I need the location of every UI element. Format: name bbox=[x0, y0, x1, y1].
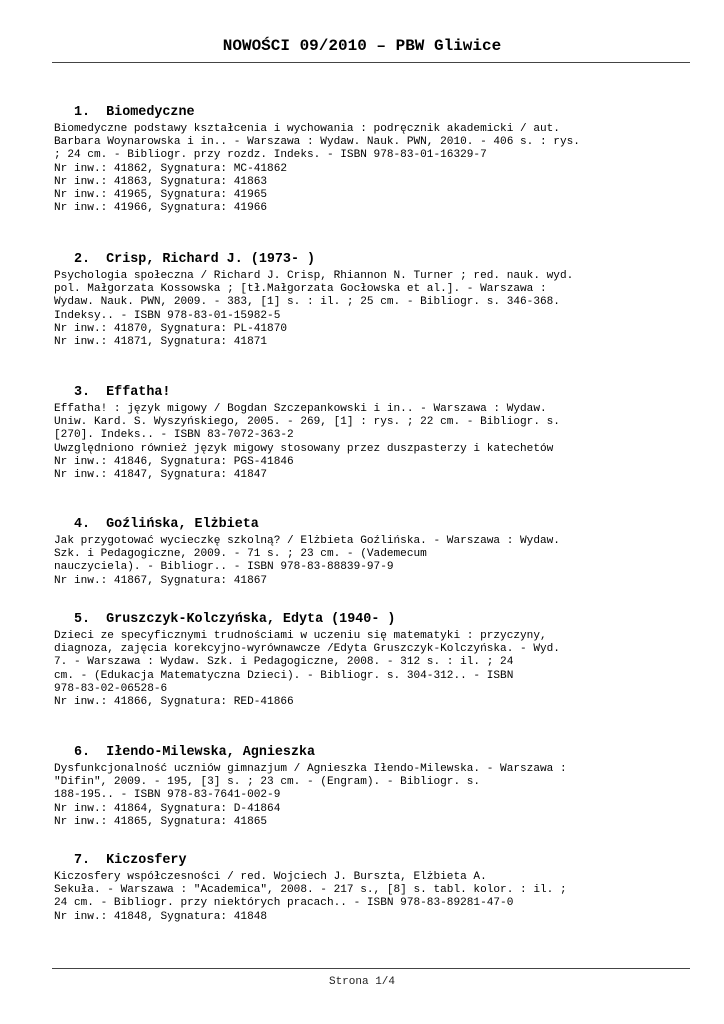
entry-line: Nr inw.: 41965, Sygnatura: 41965 bbox=[54, 189, 268, 202]
entry-line: ; 24 cm. - Bibliogr. przy rozdz. Indeks. - ISBN 978-83-01-16329-7 bbox=[54, 149, 487, 162]
entry-line: Uwzględniono również język migowy stosowany przez duszpasterzy i katechetów bbox=[54, 442, 554, 455]
entry-line: Uniw. Kard. S. Wyszyńskiego, 2005. - 269, [1] : rys. ; 22 cm. - Bibliogr. s. bbox=[54, 416, 560, 429]
entry-line: diagnoza, zajęcia korekcyjno-wyrównawcze /Edyta Gruszczyk-Kolczyńska. - Wyd. bbox=[54, 643, 560, 656]
entry-line: 978-83-02-06528-6 bbox=[54, 682, 168, 695]
entry-line: Kiczosfery współczesności / red. Wojciech J. Burszta, Elżbieta A. bbox=[54, 871, 487, 883]
entry-line: nauczyciela). - Bibliogr.. - ISBN 978-83-88839-97-9 bbox=[54, 561, 394, 574]
entry-line: Nr inw.: 41866, Sygnatura: RED-41866 bbox=[54, 696, 294, 709]
catalog-entry bbox=[54, 611, 694, 709]
entry-line: Nr inw.: 41870, Sygnatura: PL-41870 bbox=[54, 322, 288, 335]
entry-line: Nr inw.: 41867, Sygnatura: 41867 bbox=[54, 574, 268, 587]
entry-line: Indeksy.. - ISBN 978-83-01-15982-5 bbox=[54, 309, 281, 322]
entry-line: Biomedyczne podstawy kształcenia i wychowania : podręcznik akademicki / aut. bbox=[54, 123, 560, 135]
entry-line: Effatha! : język migowy / Bogdan Szczepankowski i in.. - Warszawa : Wydaw. bbox=[54, 403, 547, 415]
entry-line: Sekuła. - Warszawa : "Academica", 2008. - 217 s., [8] s. tabl. kolor. : il. ; bbox=[54, 884, 567, 897]
entry-line: Nr inw.: 41863, Sygnatura: 41863 bbox=[54, 175, 268, 188]
entry-line: 7. - Warszawa : Wydaw. Szk. i Pedagogiczne, 2008. - 312 s. : il. ; 24 bbox=[54, 656, 514, 669]
catalog-entry bbox=[54, 104, 694, 215]
catalog-entry bbox=[54, 516, 694, 588]
entry-line: Barbara Woynarowska i in.. - Warszawa : Wydaw. Nauk. PWN, 2010. - 406 s. : rys. bbox=[54, 136, 580, 149]
entry-line: Dysfunkcjonalność uczniów gimnazjum / Agnieszka Iłendo-Milewska. - Warszawa : bbox=[54, 763, 567, 775]
header-divider bbox=[52, 62, 690, 63]
page-number: Strona 1/4 bbox=[328, 976, 395, 988]
entry-line: Nr inw.: 41966, Sygnatura: 41966 bbox=[54, 202, 268, 215]
entry-line: Nr inw.: 41865, Sygnatura: 41865 bbox=[54, 815, 268, 828]
catalog-entry bbox=[54, 384, 694, 482]
entry-line: Nr inw.: 41862, Sygnatura: MC-41862 bbox=[54, 162, 288, 175]
entry-line: Psychologia społeczna / Richard J. Crisp, Rhiannon N. Turner ; red. nauk. wyd. bbox=[54, 270, 574, 282]
entry-line: cm. - (Edukacja Matematyczna Dzieci). - Bibliogr. s. 304-312.. - ISBN bbox=[54, 669, 514, 682]
entry-heading: 6. Iłendo-Milewska, Agnieszka bbox=[74, 745, 316, 760]
entry-line: "Difin", 2009. - 195, [3] s. ; 23 cm. - (Engram). - Bibliogr. s. bbox=[54, 776, 481, 789]
entry-line: Nr inw.: 41871, Sygnatura: 41871 bbox=[54, 336, 268, 349]
entry-line: Nr inw.: 41846, Sygnatura: PGS-41846 bbox=[54, 455, 294, 468]
entry-line: Wydaw. Nauk. PWN, 2009. - 383, [1] s. : il. ; 25 cm. - Bibliogr. s. 346-368. bbox=[54, 296, 560, 309]
entry-line: 24 cm. - Bibliogr. przy niektórych pracach.. - ISBN 978-83-89281-47-0 bbox=[54, 897, 514, 910]
entry-line: Nr inw.: 41848, Sygnatura: 41848 bbox=[54, 910, 268, 923]
entry-line: [270]. Indeks.. - ISBN 83-7072-363-2 bbox=[54, 429, 294, 442]
catalog-entry bbox=[54, 251, 694, 349]
entry-heading: 1. Biomedyczne bbox=[74, 105, 195, 120]
footer-divider bbox=[52, 968, 690, 969]
entry-heading: 7. Kiczosfery bbox=[74, 853, 187, 868]
entry-line: pol. Małgorzata Kossowska ; [tł.Małgorzata Gocłowska et al.]. - Warszawa : bbox=[54, 283, 547, 296]
page-title: NOWOŚCI 09/2010 – PBW Gliwice bbox=[222, 37, 502, 55]
entry-line: Nr inw.: 41864, Sygnatura: D-41864 bbox=[54, 802, 281, 815]
entry-heading: 5. Gruszczyk-Kolczyńska, Edyta (1940- ) bbox=[74, 612, 396, 627]
catalog-entry bbox=[54, 744, 694, 829]
entry-heading: 3. Effatha! bbox=[74, 385, 171, 400]
entry-line: Dzieci ze specyficznymi trudnościami w uczeniu się matematyki : przyczyny, bbox=[54, 630, 547, 642]
entry-line: Jak przygotować wycieczkę szkolną? / Elżbieta Goźlińska. - Warszawa : Wydaw. bbox=[54, 535, 560, 547]
entry-line: Szk. i Pedagogiczne, 2009. - 71 s. ; 23 cm. - (Vademecum bbox=[54, 548, 427, 561]
entry-line: Nr inw.: 41847, Sygnatura: 41847 bbox=[54, 469, 268, 482]
entry-line: 188-195.. - ISBN 978-83-7641-002-9 bbox=[54, 789, 281, 802]
catalog-entry bbox=[54, 852, 694, 924]
entry-heading: 2. Crisp, Richard J. (1973- ) bbox=[74, 252, 316, 267]
entry-heading: 4. Goźlińska, Elżbieta bbox=[74, 517, 259, 532]
